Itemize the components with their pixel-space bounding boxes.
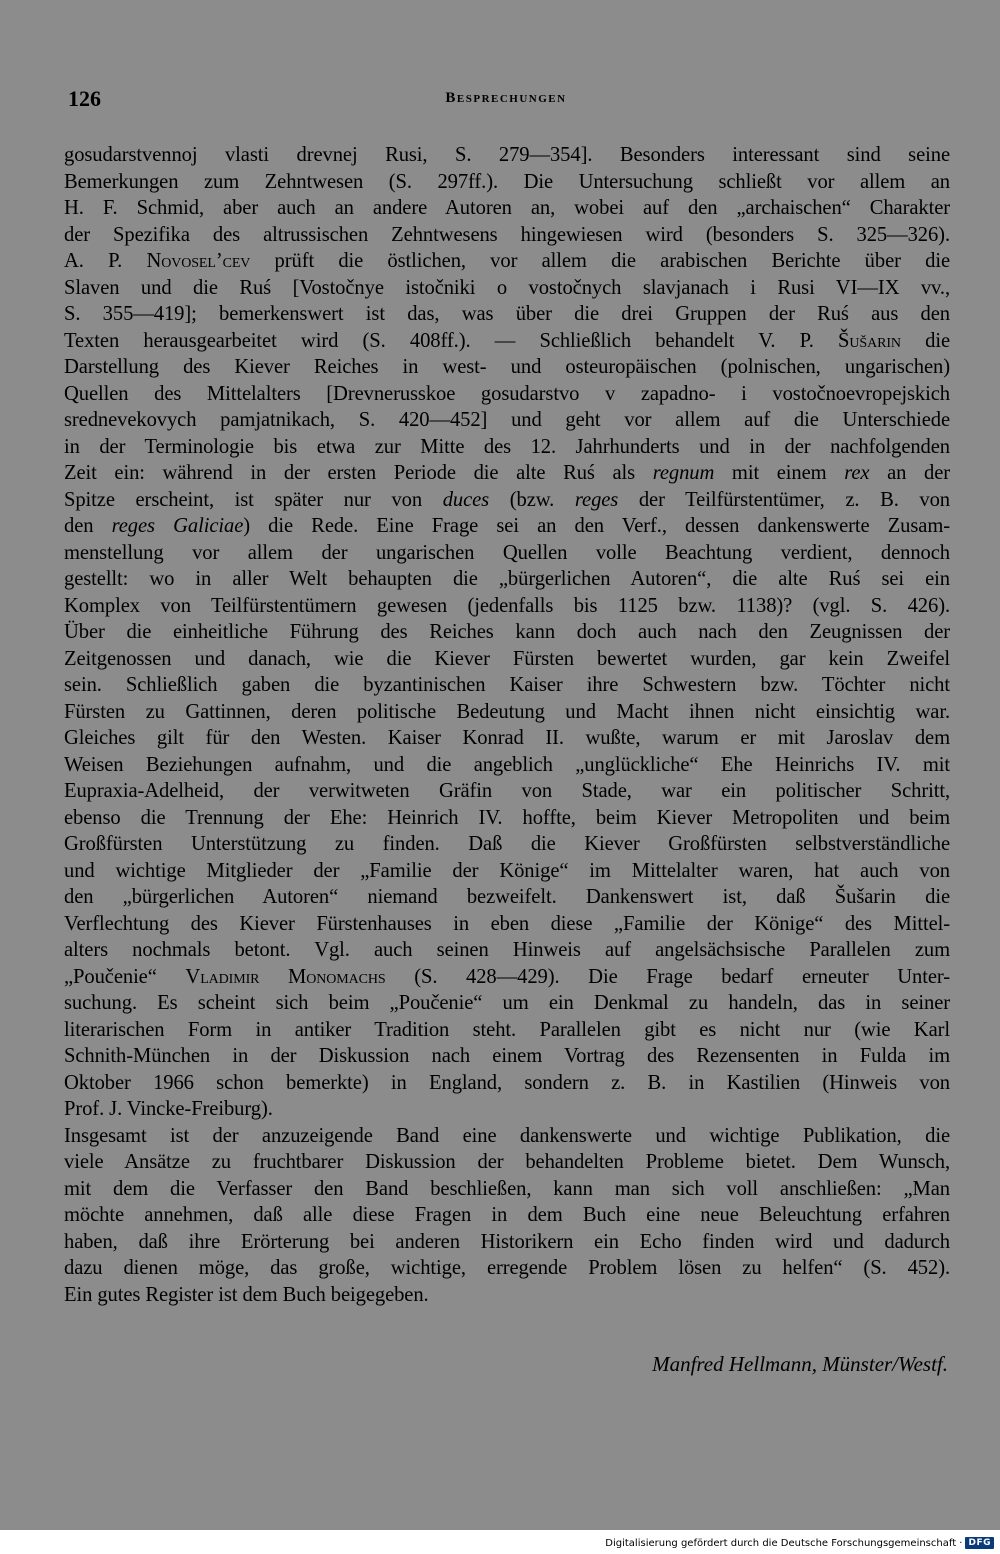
dfg-logo: DFG: [965, 1537, 994, 1549]
text-run: viele Ansätze zu fruchtbarer Diskussion der behandelten Probleme bietet. Dem Wunsch,: [64, 1151, 950, 1173]
text-run: möchte annehmen, daß alle diese Fragen in dem Buch eine neue Beleuchtung erfahren: [64, 1204, 950, 1226]
text-run: dazu dienen möge, das große, wichtige, erregende Problem lösen zu helfen“ (S. 452).: [64, 1257, 950, 1279]
text-run: den: [64, 515, 112, 537]
text-run: ) die Rede. Eine Frage sei an den Verf., dessen dankenswerte Zusam-: [243, 515, 951, 537]
text-run: prüft die östlichen, vor allem die arabischen Berichte über die: [250, 250, 950, 272]
text-line: [64, 831, 950, 858]
text-line: [64, 1017, 950, 1044]
italic-text: rex: [844, 462, 870, 484]
text-line: [64, 593, 950, 620]
text-run: Spitze erscheint, ist später nur von: [64, 488, 443, 511]
text-run: Bemerkungen zum Zehntwesen (S. 297ff.). Die Untersuchung schließt vor allem an: [64, 170, 950, 193]
text-run: Weisen Beziehungen aufnahm, und die angeblich „unglückliche“ Ehe Heinrichs IV. mit: [64, 753, 950, 776]
text-line: [64, 169, 950, 196]
text-line: [64, 540, 950, 567]
text-run: (S. 428—429). Die Frage bedarf erneuter Unter-: [385, 965, 950, 988]
text-run: Fürsten zu Gattinnen, deren politische Bedeutung und Macht ihnen nicht einsichtig war.: [64, 700, 950, 723]
text-run: alters nochmals betont. Vgl. auch seinen Hinweis auf angelsächsische Parallelen zum: [64, 939, 950, 961]
text-run: Texten herausgearbeitet wird (S. 408ff.). — Schließlich behandelt V. P.: [64, 329, 839, 352]
text-run: ebenso die Trennung der Ehe: Heinrich IV. hoffte, beim Kiever Metropoliten und beim: [64, 806, 950, 829]
text-run: A. P.: [64, 250, 147, 272]
text-run: Insgesamt ist der anzuzeigende Band eine dankenswerte und wichtige Publikation, die: [64, 1124, 950, 1147]
text-run: suchung. Es scheint sich beim „Poučenie“ um ein Denkmal zu handeln, das in seiner: [64, 992, 950, 1014]
text-run: Slaven und die Ruś [Vostočnye istočniki o vostočnych slavjanach i Rusi VI—IX vv.,: [64, 276, 950, 299]
text-run: die: [900, 329, 950, 352]
text-line: [64, 911, 950, 938]
text-run: mit einem: [714, 462, 845, 484]
text-line: [64, 142, 950, 169]
text-line: [64, 222, 950, 249]
italic-text: regnum: [652, 462, 715, 484]
text-line: [64, 1202, 950, 1229]
text-run: Zeitgenossen und danach, wie die Kiever Fürsten bewertet wurden, gar kein Zweifel: [64, 647, 950, 670]
text-line: [64, 195, 950, 222]
text-line: [64, 487, 950, 514]
text-line: [64, 301, 950, 328]
text-line: [64, 434, 950, 461]
text-line: [64, 460, 950, 487]
text-run: in der Terminologie bis etwa zur Mitte des 12. Jahrhunderts und in der nachfolgenden: [64, 435, 950, 458]
text-run: Großfürsten Unterstützung zu finden. Daß die Kiever Großfürsten selbstverständliche: [64, 833, 950, 855]
text-line: [64, 513, 950, 540]
text-line: [64, 672, 950, 699]
text-line: [64, 1255, 950, 1282]
italic-text: reges Galiciae: [111, 515, 244, 537]
text-run: srednevekovych pamjatnikach, S. 420—452] und geht vor allem auf die Unterschiede: [64, 409, 950, 431]
text-run: Oktober 1966 schon bemerkte) in England, sondern z. B. in Kastilien (Hinweis von: [64, 1071, 950, 1094]
text-run: haben, daß ihre Erörterung bei anderen Historikern ein Echo finden wird und dadurch: [64, 1230, 950, 1253]
text-line: [64, 1123, 950, 1150]
text-line: [64, 937, 950, 964]
text-run: H. F. Schmid, aber auch an andere Autoren an, wobei auf den „archaischen“ Charakter: [64, 197, 950, 219]
text-run: sein. Schließlich gaben die byzantinischen Kaiser ihre Schwestern bzw. Töchter nicht: [64, 674, 950, 696]
text-run: Komplex von Teilfürstentümern gewesen (jedenfalls bis 1125 bzw. 1138)? (vgl. S. 426).: [64, 594, 950, 617]
text-run: Quellen des Mittelalters [Drevnerusskoe gosudarstvo v zapadno- i vostočnoevropejskich: [64, 382, 950, 405]
text-line: [64, 990, 950, 1017]
text-run: der Teilfürstentümer, z. B. von: [618, 488, 950, 511]
text-line: [64, 752, 950, 779]
text-line: [64, 646, 950, 673]
text-run: Über die einheitliche Führung des Reiches kann doch auch nach den Zeugnissen der: [64, 621, 950, 643]
text-line: [64, 1070, 950, 1097]
text-line: [64, 275, 950, 302]
text-line: [64, 964, 950, 991]
text-line: [64, 619, 950, 646]
text-run: menstellung vor allem der ungarischen Quellen volle Beachtung verdient, dennoch: [64, 541, 950, 564]
text-line: [64, 1043, 950, 1070]
small-caps-name: Šušarin: [838, 329, 901, 352]
text-run: der Spezifika des altrussischen Zehntwesens hingewiesen wird (besonders S. 325—326).: [64, 223, 950, 246]
text-line: [64, 1176, 950, 1203]
text-line: [64, 1149, 950, 1176]
text-run: und wichtige Mitglieder der „Familie der Könige“ im Mittelalter waren, hat auch von: [64, 859, 950, 882]
text-run: gestellt: wo in aller Welt behaupten die „bürgerlichen Autoren“, die alte Ruś sei ein: [64, 568, 950, 590]
italic-text: duces: [442, 488, 490, 511]
text-line: [64, 248, 950, 275]
text-line: [64, 1282, 950, 1309]
text-run: Gleiches gilt für den Westen. Kaiser Konrad II. wußte, warum er mit Jaroslav dem: [64, 727, 950, 749]
text-run: S. 355—419]; bemerkenswert ist das, was über die drei Gruppen der Ruś aus den: [64, 303, 950, 325]
text-run: an der: [869, 462, 950, 484]
text-line: [64, 805, 950, 832]
page-header: [64, 84, 948, 120]
small-caps-name: Novosel’cev: [146, 250, 251, 272]
text-run: gosudarstvennoj vlasti drevnej Rusi, S. 279—354]. Besonders interessant sind seine: [64, 144, 950, 166]
text-run: den „bürgerlichen Autoren“ niemand bezweifelt. Dankenswert ist, daß Šušarin die: [64, 886, 950, 908]
text-run: mit dem die Verfasser den Band beschließen, kann man sich voll anschließen: „Man: [64, 1177, 950, 1200]
text-run: (bzw.: [489, 488, 575, 511]
text-line: [64, 566, 950, 593]
text-run: Schnith-München in der Diskussion nach einem Vortrag des Rezensenten in Fulda im: [64, 1045, 950, 1067]
text-run: Ein gutes Register ist dem Buch beigegeben.: [64, 1283, 429, 1306]
digitization-footer: [605, 1537, 994, 1549]
text-line: [64, 858, 950, 885]
text-line: [64, 328, 950, 355]
text-line: [64, 725, 950, 752]
page-number: 126: [68, 86, 101, 111]
text-run: „Poučenie“: [64, 965, 186, 988]
text-run: Darstellung des Kiever Reiches in west- und osteuropäischen (polnischen, ungarischen): [64, 356, 950, 378]
text-line: [64, 699, 950, 726]
text-run: Zeit ein: während in der ersten Periode die alte Ruś als: [64, 462, 653, 484]
text-run: literarischen Form in antiker Tradition steht. Parallelen gibt es nicht nur (wie Karl: [64, 1018, 950, 1041]
text-run: Verflechtung des Kiever Fürstenhauses in eben diese „Familie der Könige“ des Mittel-: [64, 912, 950, 935]
text-line: [64, 1096, 950, 1123]
italic-text: reges: [574, 488, 619, 511]
small-caps-name: Vladimir Monomachs: [185, 965, 386, 988]
text-line: [64, 884, 950, 911]
text-run: Prof. J. Vincke-Freiburg).: [64, 1098, 273, 1120]
text-line: [64, 1229, 950, 1256]
text-line: [64, 778, 950, 805]
text-line: [64, 381, 950, 408]
review-body-text: [64, 142, 950, 1308]
running-head: Besprechungen: [445, 90, 567, 106]
text-line: [64, 407, 950, 434]
text-line: [64, 354, 950, 381]
author-signature: Manfred Hellmann, Münster/Westf.: [652, 1352, 948, 1376]
text-run: Eupraxia-Adelheid, der verwitweten Gräfin von Stade, war ein politischer Schritt,: [64, 780, 950, 802]
funding-credit: Digitalisierung gefördert durch die Deutsche Forschungsgemeinschaft ·: [605, 1537, 963, 1549]
